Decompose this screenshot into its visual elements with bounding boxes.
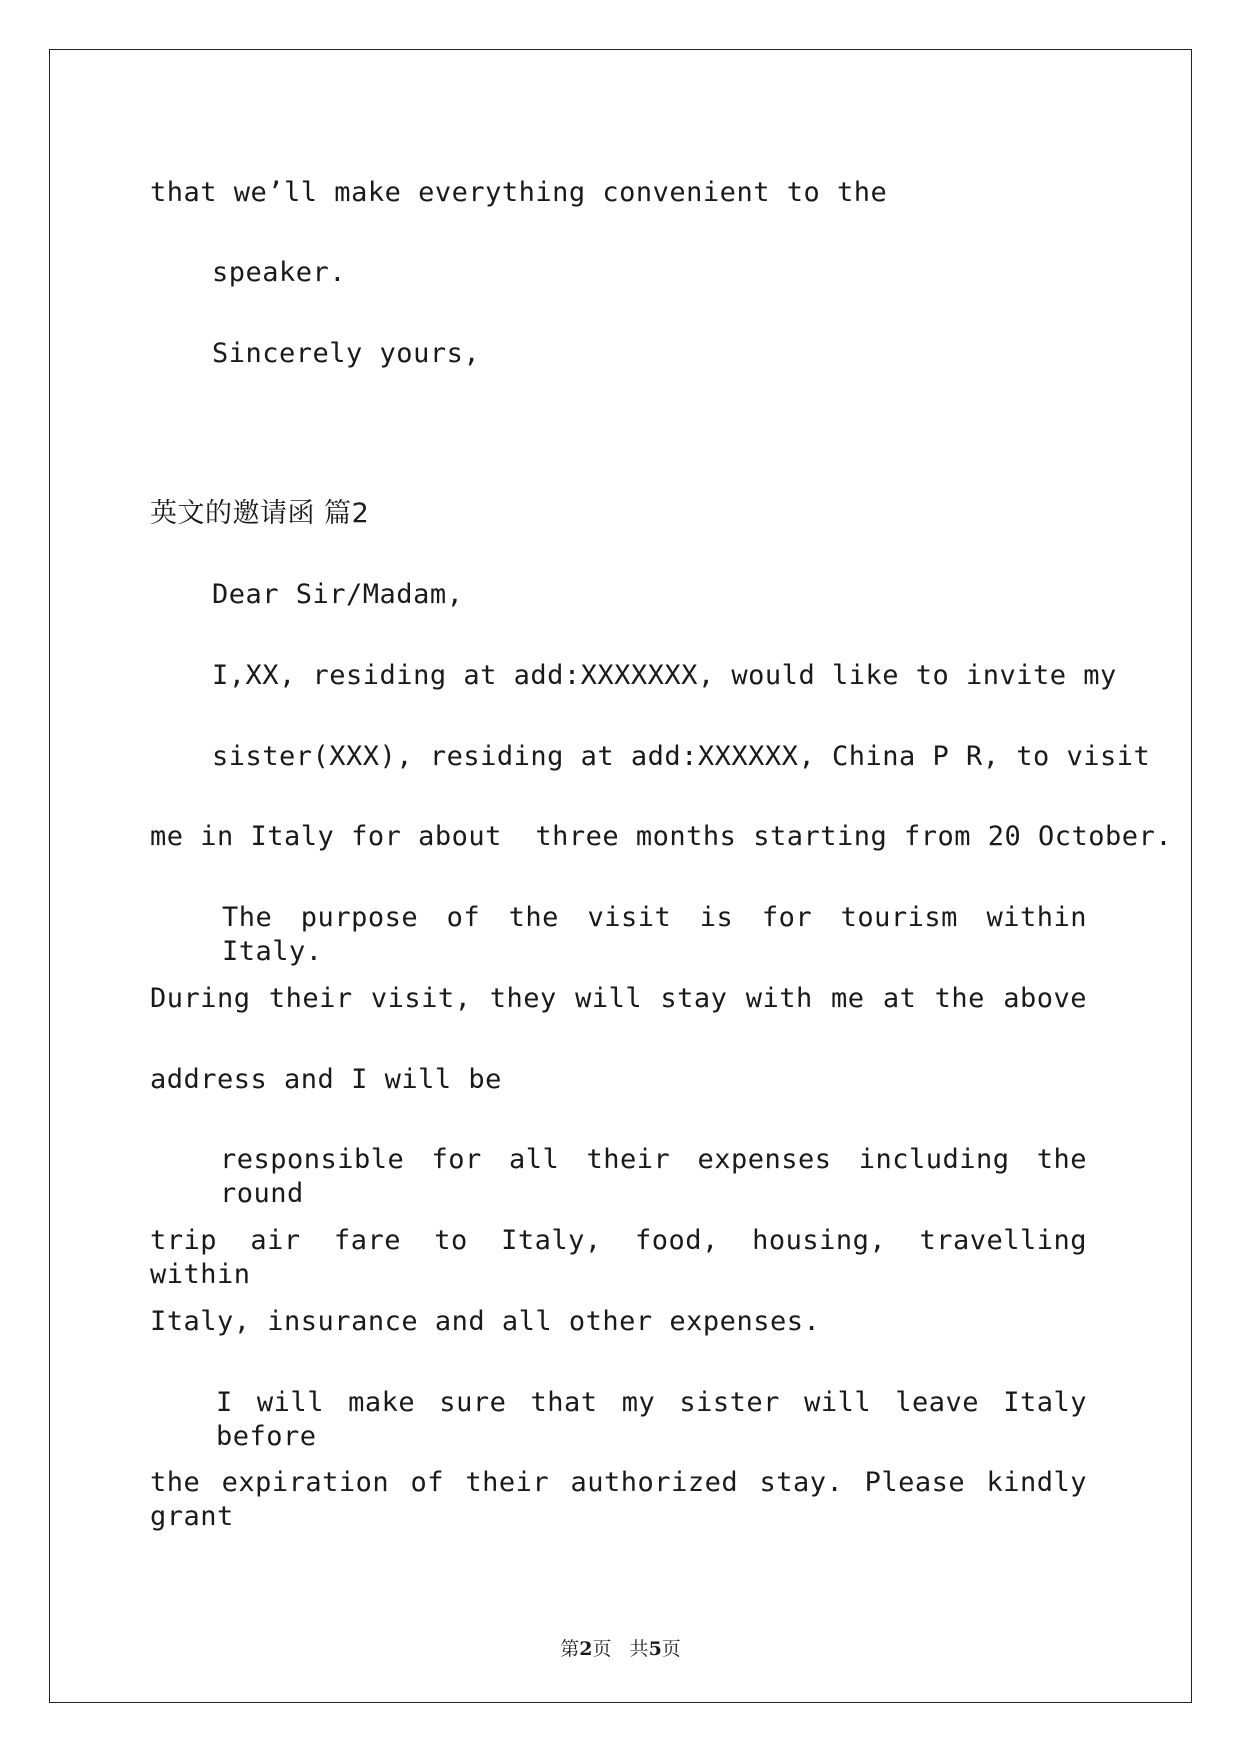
body-line: that we’ll make everything convenient to the — [150, 177, 888, 208]
body-line: I will make sure that my sister will leave Italy before — [216, 1387, 1087, 1452]
body-line: The purpose of the visit is for tourism within Italy. — [222, 902, 1087, 967]
body-line: speaker. — [212, 257, 347, 288]
salutation: Dear Sir/Madam, — [212, 579, 464, 610]
body-line: trip air fare to Italy, food, housing, travelling within — [150, 1225, 1087, 1290]
footer-total-pages: 5 — [648, 1638, 662, 1660]
body-line: address and I will be — [150, 1064, 502, 1095]
body-line: responsible for all their expenses including the round — [220, 1144, 1087, 1209]
footer-mid: 页 共 — [592, 1638, 649, 1660]
footer-suffix: 页 — [661, 1638, 681, 1660]
body-line: me in Italy for about three months starting from 20 October. — [150, 821, 1173, 852]
page-border — [49, 49, 1192, 1703]
body-line: Italy, insurance and all other expenses. — [150, 1306, 821, 1337]
footer-prefix: 第 — [560, 1638, 580, 1660]
body-line: Sincerely yours, — [212, 338, 481, 369]
page-footer — [0, 1634, 1241, 1661]
body-line: I,XX, residing at add:XXXXXXX, would like to invite my — [212, 660, 1117, 691]
footer-page-number: 2 — [579, 1638, 593, 1660]
body-line: During their visit, they will stay with me at the above — [150, 983, 1087, 1014]
section-heading: 英文的邀请函 篇2 — [150, 498, 370, 529]
body-line: sister(XXX), residing at add:XXXXXX, China P R, to visit — [212, 741, 1151, 772]
body-line: the expiration of their authorized stay. Please kindly grant — [150, 1467, 1087, 1532]
